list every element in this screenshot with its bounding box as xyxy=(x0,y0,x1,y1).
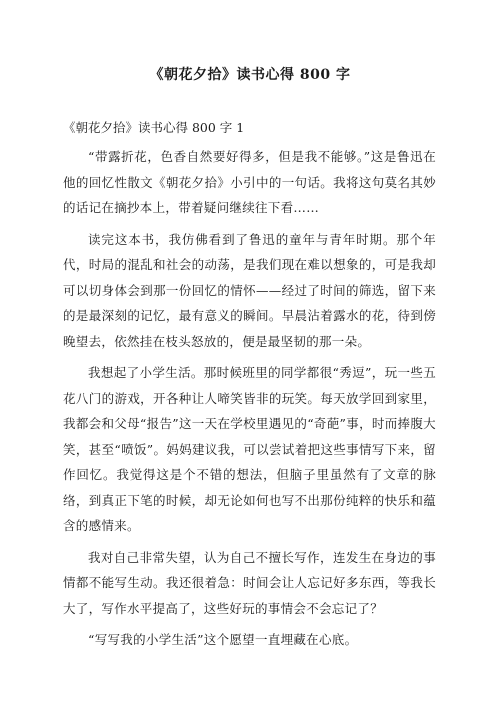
paragraph-4: 我对自己非常失望，认为自己不擅长写作，连发生在身边的事情都不能写生动。我还很着急：时间会让人忘记好多东西，等我长大了，写作水平提高了，这些好玩的事情会不会忘记了？ xyxy=(63,549,436,616)
document-title: 《朝花夕拾》读书心得 800 字 xyxy=(149,67,351,83)
paragraph-5: “写写我的小学生活”这个愿望一直埋藏在心底。 xyxy=(88,632,358,647)
paragraph-1: “带露折花，色香自然要好得多，但是我不能够。”这是鲁迅在他的回忆性散文《朝花夕拾》小引中的一句话。我将这句莫名其妙的话记在摘抄本上，带着疑问继续往下看…… xyxy=(63,149,436,215)
paragraph-2: 读完这本书，我仿佛看到了鲁迅的童年与青年时期。那个年代，时局的混乱和社会的动荡，是我们现在难以想象的，可是我却可以切身体会到那一份回忆的情怀——经过了时间的筛选，留下来的是最深刻的记忆，最有意义的瞬间。早晨沾着露水的花，待到傍晚望去，依然挂在枝头怒放的，便是最坚韧的那一朵。 xyxy=(63,231,436,349)
paragraph-3: 我想起了小学生活。那时候班里的同学都很“秀逗”，玩一些五花八门的游戏，开各种让人啼笑皆非的玩笑。每天放学回到家里，我都会和父母“报告”这一天在学校里遇见的“奇葩”事，时而捧腹大笑，甚至“喷饭”。妈妈建议我，可以尝试着把这些事情写下来，留作回忆。我觉得这是个不错的想法，但脑子里虽然有了文章的脉络，到真正下笔的时候，却无论如何也写不出那份纯粹的快乐和蕴含的感情来。 xyxy=(63,365,436,533)
section-subtitle: 《朝花夕拾》读书心得 800 字 1 xyxy=(63,120,245,135)
document-body xyxy=(63,118,436,659)
